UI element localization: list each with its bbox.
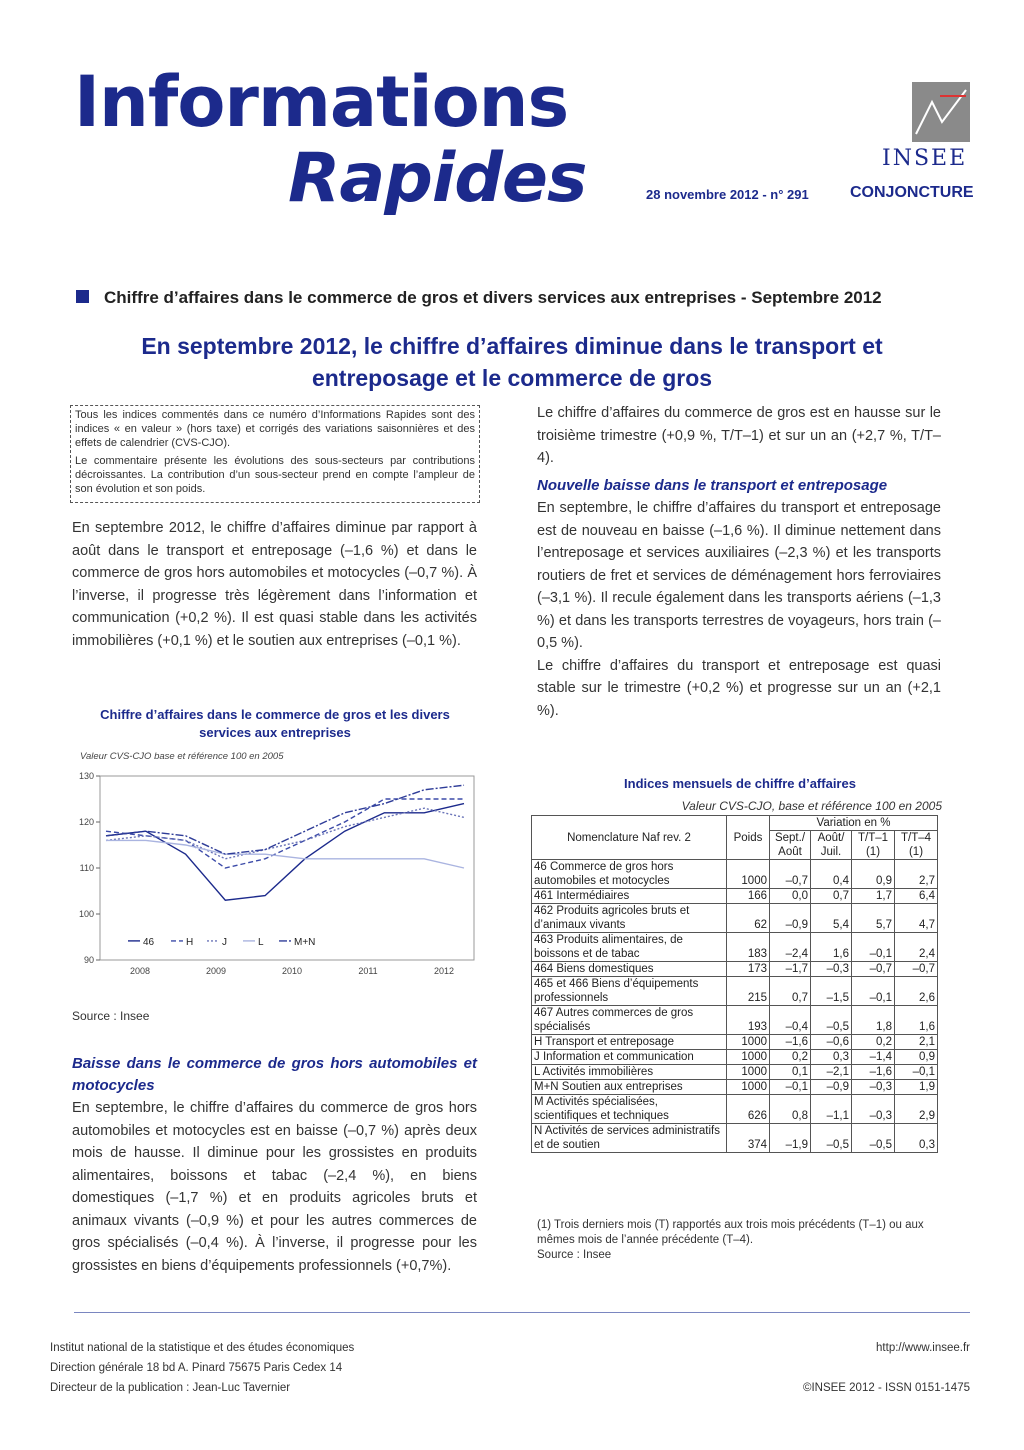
row-label: 464 Biens domestiques <box>532 962 727 977</box>
row-poids: 183 <box>727 933 770 962</box>
row-t-t1: 0,2 <box>852 1035 895 1050</box>
row-sept-aout: –0,9 <box>770 904 811 933</box>
section2-title: Nouvelle baisse dans le transport et entreposage <box>537 477 888 494</box>
table-row <box>532 889 938 904</box>
category-label: CONJONCTURE <box>850 184 974 201</box>
table-footnote <box>537 1218 947 1263</box>
footer-divider <box>74 1312 970 1313</box>
row-t-t1: 0,9 <box>852 860 895 889</box>
brand-title-rapides: Rapides <box>288 139 587 218</box>
table-row <box>532 1050 938 1065</box>
row-t-t4: 2,6 <box>895 977 938 1006</box>
row-poids: 626 <box>727 1095 770 1124</box>
row-poids: 1000 <box>727 1065 770 1080</box>
section2-paragraph-1: En septembre, le chiffre d’affaires du transport et entreposage est de nouveau en baisse (–1,6 %). Il diminue nettement dans l’entreposage et services auxiliaires (–2,3 %) et les transports routiers de fret et services de déménagement hors ferroviaires (–3,1 %). Il recule également dans les transports aériens (–1,3 %) et dans les transports terrestres de voyageurs, hors train (–0,5 %). <box>537 500 941 651</box>
x-tick-label: 2009 <box>205 966 227 976</box>
legend-label: J <box>222 936 227 948</box>
note-paragraph-2: Le commentaire présente les évolutions des sous-secteurs par contributions décroissantes. La contribution d’un sous-secteur prend en compte l’ampleur de son évolution et son poids. <box>75 455 475 495</box>
table-row <box>532 1124 938 1153</box>
row-aout-juil: –0,6 <box>811 1035 852 1050</box>
row-poids: 193 <box>727 1006 770 1035</box>
y-tick-label: 110 <box>79 863 94 873</box>
chart-source: Source : Insee <box>72 1009 150 1023</box>
section2-text <box>537 497 941 722</box>
row-t-t4: 1,6 <box>895 1006 938 1035</box>
topic-line: Chiffre d’affaires dans le commerce de gros et divers services aux entreprises - Septembre 2012 <box>104 288 882 307</box>
row-label: J Information et communication <box>532 1050 727 1065</box>
row-t-t4: 2,9 <box>895 1095 938 1124</box>
row-sept-aout: –1,9 <box>770 1124 811 1153</box>
row-poids: 173 <box>727 962 770 977</box>
y-tick-label: 120 <box>78 817 94 827</box>
row-t-t1: 1,8 <box>852 1006 895 1035</box>
footer-line-2: Direction générale 18 bd A. Pinard 75675 Paris Cedex 14 <box>50 1362 343 1374</box>
right-intro-paragraph: Le chiffre d’affaires du commerce de gros est en hausse sur le troisième trimestre (+0,9 %, T/T–1) et sur un an (+2,7 %, T/T–4). <box>537 405 941 466</box>
row-aout-juil: 5,4 <box>811 904 852 933</box>
row-label: 46 Commerce de gros hors automobiles et motocycles <box>532 860 727 889</box>
row-label: M Activités spécialisées, scientifiques et techniques <box>532 1095 727 1124</box>
section1-title: Baisse dans le commerce de gros hors automobiles et motocycles <box>72 1055 477 1094</box>
row-poids: 374 <box>727 1124 770 1153</box>
row-sept-aout: 0,0 <box>770 889 811 904</box>
legend-label: L <box>258 936 264 948</box>
row-label: H Transport et entreposage <box>532 1035 727 1050</box>
row-t-t4: –0,7 <box>895 962 938 977</box>
plot-area <box>100 776 474 960</box>
row-sept-aout: –2,4 <box>770 933 811 962</box>
indices-table <box>531 815 938 1153</box>
row-sept-aout: 0,8 <box>770 1095 811 1124</box>
row-t-t1: –0,1 <box>852 933 895 962</box>
row-aout-juil: 0,4 <box>811 860 852 889</box>
intro-paragraph: En septembre 2012, le chiffre d’affaires diminue par rapport à août dans le transport et entreposage (–1,6 %) et dans le commerce de gros hors automobiles et motocycles (–0,7 %). À l’inverse, il progresse très légèrement dans l’information et communication (+0,2 %). Il est quasi stable dans les activités immobilières (+0,1 %) et le soutien aux entreprises (–0,1 %). <box>72 520 477 649</box>
row-label: 467 Autres commerces de gros spécialisés <box>532 1006 727 1035</box>
header-sept-aout: Sept./ Août <box>770 831 811 860</box>
insee-logo-text: INSEE <box>882 146 968 171</box>
row-aout-juil: 0,3 <box>811 1050 852 1065</box>
row-poids: 1000 <box>727 860 770 889</box>
table-row <box>532 933 938 962</box>
header-t-t1: T/T–1 (1) <box>852 831 895 860</box>
row-label: 461 Intermédiaires <box>532 889 727 904</box>
row-label: 465 et 466 Biens d’équipements professionnels <box>532 977 727 1006</box>
row-label: N Activités de services administratifs et de soutien <box>532 1124 727 1153</box>
issue-number: 28 novembre 2012 - n° 291 <box>646 187 809 202</box>
table-row <box>532 860 938 889</box>
series-line-J <box>106 808 464 859</box>
table-row <box>532 1065 938 1080</box>
row-label: M+N Soutien aux entreprises <box>532 1080 727 1095</box>
x-tick-label: 2012 <box>433 966 455 976</box>
row-sept-aout: 0,1 <box>770 1065 811 1080</box>
x-tick-label: 2008 <box>129 966 151 976</box>
row-poids: 1000 <box>727 1080 770 1095</box>
y-tick-label: 90 <box>83 955 94 965</box>
footer-copyright: ©INSEE 2012 - ISSN 0151-1475 <box>802 1382 970 1394</box>
table-row <box>532 962 938 977</box>
row-aout-juil: –0,3 <box>811 962 852 977</box>
table-row <box>532 1095 938 1124</box>
series-line-46 <box>106 804 464 901</box>
row-sept-aout: 0,2 <box>770 1050 811 1065</box>
row-t-t4: 1,9 <box>895 1080 938 1095</box>
row-t-t1: –0,3 <box>852 1080 895 1095</box>
row-poids: 215 <box>727 977 770 1006</box>
row-sept-aout: –1,7 <box>770 962 811 977</box>
line-chart <box>64 764 484 984</box>
chart-title: Chiffre d’affaires dans le commerce de gros et les divers services aux entreprises <box>100 707 450 740</box>
row-aout-juil: –1,1 <box>811 1095 852 1124</box>
header-nomenclature: Nomenclature Naf rev. 2 <box>532 816 727 860</box>
header-poids: Poids <box>727 816 770 860</box>
row-poids: 62 <box>727 904 770 933</box>
row-label: 462 Produits agricoles bruts et d’animaux vivants <box>532 904 727 933</box>
row-t-t4: 0,3 <box>895 1124 938 1153</box>
methodology-note <box>70 405 480 503</box>
row-label: L Activités immobilières <box>532 1065 727 1080</box>
row-aout-juil: 1,6 <box>811 933 852 962</box>
table-source: Source : Insee <box>537 1249 612 1261</box>
row-sept-aout: –0,4 <box>770 1006 811 1035</box>
row-sept-aout: 0,7 <box>770 977 811 1006</box>
footer-address <box>50 1338 354 1398</box>
header-aout-juil: Août/ Juil. <box>811 831 852 860</box>
row-poids: 166 <box>727 889 770 904</box>
x-tick-label: 2010 <box>281 966 303 976</box>
note-paragraph-1: Tous les indices commentés dans ce numéro d’Informations Rapides sont des indices « en valeur » (hors taxe) et corrigés des variations saisonnières et des effets de calendrier (CVS-CJO). <box>75 409 475 449</box>
topic-bullet-icon <box>76 290 89 303</box>
footer-line-3: Directeur de la publication : Jean-Luc Tavernier <box>50 1382 291 1394</box>
footer-line-1: Institut national de la statistique et des études économiques <box>50 1342 355 1354</box>
legend-label: H <box>186 936 194 948</box>
table-row <box>532 1006 938 1035</box>
legend-label: 46 <box>143 936 155 948</box>
series-line-H <box>106 799 464 868</box>
row-aout-juil: 0,7 <box>811 889 852 904</box>
row-t-t4: 2,4 <box>895 933 938 962</box>
row-aout-juil: –1,5 <box>811 977 852 1006</box>
footer-url[interactable]: http://www.insee.fr <box>876 1342 970 1354</box>
section2-paragraph-2: Le chiffre d’affaires du transport et entreposage est quasi stable sur le trimestre (+0,2 %) et progresse sur un an (+2,1 %). <box>537 657 941 719</box>
row-t-t4: 2,1 <box>895 1035 938 1050</box>
y-tick-label: 130 <box>78 771 94 781</box>
row-label: 463 Produits alimentaires, de boissons et de tabac <box>532 933 727 962</box>
legend-label: M+N <box>294 936 316 948</box>
x-tick-label: 2011 <box>358 966 378 976</box>
row-poids: 1000 <box>727 1050 770 1065</box>
row-aout-juil: –0,9 <box>811 1080 852 1095</box>
series-line-M+N <box>106 785 464 854</box>
row-sept-aout: –1,6 <box>770 1035 811 1050</box>
table-subtitle: Valeur CVS-CJO, base et référence 100 en 2005 <box>681 799 942 813</box>
chart-subtitle: Valeur CVS-CJO base et référence 100 en 2005 <box>80 751 284 762</box>
row-t-t1: –0,5 <box>852 1124 895 1153</box>
row-t-t1: –1,6 <box>852 1065 895 1080</box>
row-t-t4: 4,7 <box>895 904 938 933</box>
row-t-t4: 2,7 <box>895 860 938 889</box>
row-t-t4: 0,9 <box>895 1050 938 1065</box>
row-sept-aout: –0,1 <box>770 1080 811 1095</box>
row-aout-juil: –0,5 <box>811 1006 852 1035</box>
table-row <box>532 1035 938 1050</box>
headline: En septembre 2012, le chiffre d’affaires diminue dans le transport et entreposage et le commerce de gros <box>141 333 883 391</box>
brand-title-informations: Informations <box>74 61 569 143</box>
row-t-t1: –1,4 <box>852 1050 895 1065</box>
row-t-t1: 5,7 <box>852 904 895 933</box>
row-t-t4: –0,1 <box>895 1065 938 1080</box>
row-aout-juil: –0,5 <box>811 1124 852 1153</box>
section1-text: En septembre, le chiffre d’affaires du commerce de gros hors automobiles et motocycles est en baisse (–0,7 %) après deux mois de hausse. Il diminue pour les grossistes en produits alimentaires, boissons et tabac (–2,4 %), en biens domestiques (–1,7 %) et en produits agricoles bruts et animaux vivants (–0,9 %) et pour les autres commerces de gros spécialisés (–0,4 %). À l’inverse, il progresse pour les grossistes en biens d’équipements professionnels (+0,7%). <box>72 1100 477 1274</box>
row-t-t1: 1,7 <box>852 889 895 904</box>
y-tick-label: 100 <box>78 909 94 919</box>
footer-right <box>760 1338 970 1398</box>
header-variation: Variation en % <box>770 816 938 831</box>
table-row <box>532 1080 938 1095</box>
table-row <box>532 904 938 933</box>
table-note: (1) Trois derniers mois (T) rapportés aux trois mois précédents (T–1) ou aux mêmes mois de l’année précédente (T–4). <box>537 1219 924 1246</box>
row-sept-aout: –0,7 <box>770 860 811 889</box>
row-t-t4: 6,4 <box>895 889 938 904</box>
row-t-t1: –0,7 <box>852 962 895 977</box>
insee-logo-icon <box>912 82 970 142</box>
row-t-t1: –0,3 <box>852 1095 895 1124</box>
row-aout-juil: –2,1 <box>811 1065 852 1080</box>
row-t-t1: –0,1 <box>852 977 895 1006</box>
table-title: Indices mensuels de chiffre d’affaires <box>624 776 856 791</box>
row-poids: 1000 <box>727 1035 770 1050</box>
header-t-t4: T/T–4 (1) <box>895 831 938 860</box>
table-row <box>532 977 938 1006</box>
